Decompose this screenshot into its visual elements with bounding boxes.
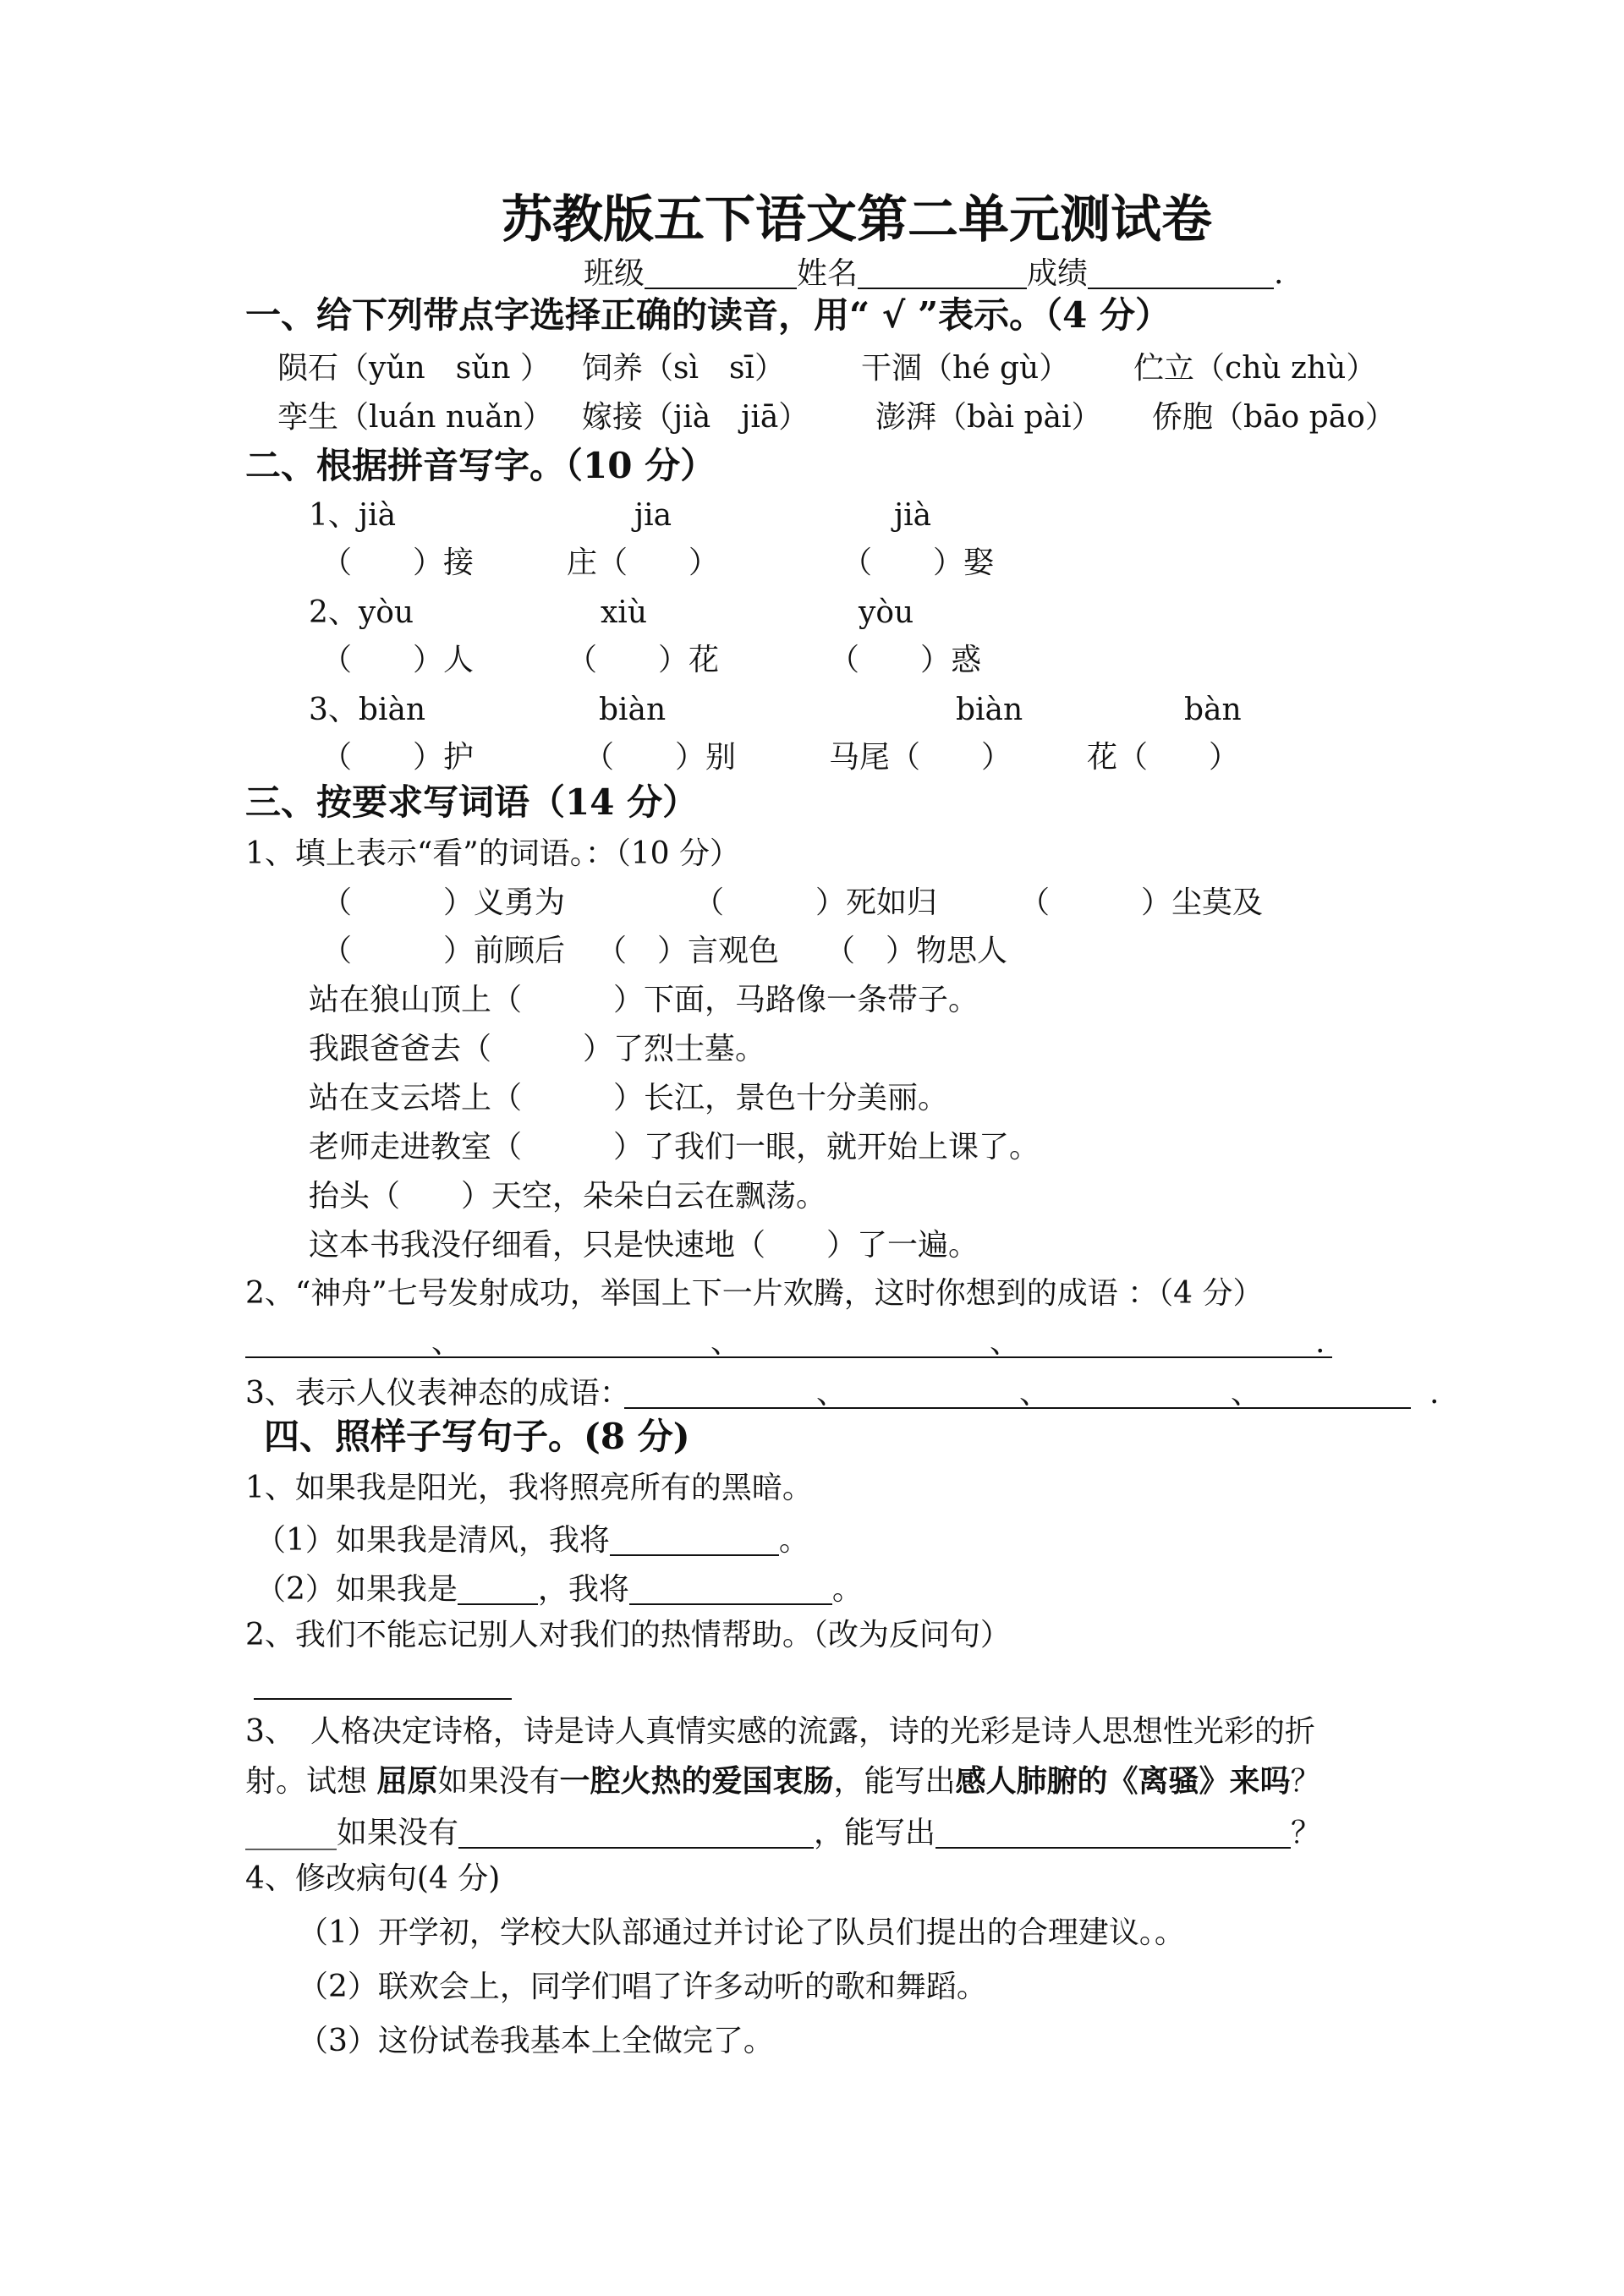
question-4-3-line1: 3、 人格决定诗格，诗是诗人真情实感的流露，诗的光彩是诗人思想性光彩的折: [245, 1714, 1315, 1749]
reading-item: 伫立（chù zhù）: [1133, 351, 1377, 386]
word-blank[interactable]: （ ）人: [321, 643, 475, 677]
separator: 、: [1231, 1376, 1262, 1411]
separator: 、: [990, 1325, 1021, 1360]
answer-blank[interactable]: [610, 1522, 779, 1556]
answer-blank[interactable]: [458, 1571, 538, 1605]
class-label: 班级: [584, 256, 645, 291]
question-4-2: 2、我们不能忘记别人对我们的热情帮助。（改为反问句）: [245, 1618, 1011, 1652]
answer-blank[interactable]: [935, 1815, 1291, 1849]
word-blank[interactable]: （ ）娶: [842, 545, 995, 580]
answer-blank[interactable]: [458, 1815, 814, 1849]
reading-item: 嫁接（jià jiā）: [582, 400, 809, 435]
score-field[interactable]: [1088, 255, 1274, 289]
word-blank[interactable]: （ ）别: [584, 740, 737, 775]
reading-item: 澎湃（bài pài）: [875, 400, 1102, 435]
separator: 、: [816, 1376, 848, 1411]
section-1-heading: 一、给下列带点字选择正确的读音，用“ √ ”表示。（4 分）: [245, 294, 1171, 336]
reading-item: 饲养（sì sī）: [582, 351, 786, 386]
pinyin: bàn: [1184, 693, 1242, 727]
faulty-sentence: （3）这份试卷我基本上全做完了。: [298, 2024, 774, 2058]
faulty-sentence: （1）开学初，学校大队部通过并讨论了队员们提出的合理建议。。: [298, 1915, 1185, 1950]
section-4-heading: 四、照样子写句子。(8 分): [264, 1416, 690, 1457]
pinyin: yòu: [859, 595, 914, 630]
separator: 、: [710, 1325, 742, 1360]
reading-item: 干涸（hé gù）: [861, 351, 1070, 386]
fill-sentence[interactable]: 我跟爸爸去（ ）了烈士墓。: [309, 1032, 766, 1066]
fill-sentence[interactable]: 站在支云塔上（ ）长江，景色十分美丽。: [309, 1081, 949, 1115]
question-3-1: 1、填上表示“看”的词语。：（10 分）: [245, 836, 740, 871]
answer-line[interactable]: [245, 1356, 1332, 1358]
question-4-4: 4、修改病句(4 分): [245, 1861, 501, 1896]
faulty-sentence: （2）联欢会上，同学们唱了许多动听的歌和舞蹈。: [298, 1970, 987, 2004]
word-blank[interactable]: （ ）惑: [829, 643, 982, 677]
reading-item: 陨石（yǔn sǔn ）: [277, 351, 551, 386]
section-2-heading: 二、根据拼音写字。（10 分）: [245, 445, 716, 486]
end-mark: .: [1315, 1325, 1325, 1360]
idiom-blank[interactable]: （ ）义勇为: [321, 885, 566, 920]
class-field[interactable]: [645, 255, 797, 289]
word-blank[interactable]: 马尾（ ）: [829, 740, 1012, 775]
question-4-3-line2: 射。试想 屈原如果没有一腔火热的爱国衷肠，能写出感人肺腑的《离骚》来吗？: [245, 1763, 1321, 1799]
pinyin: biàn: [956, 693, 1023, 727]
word-blank[interactable]: 花（ ）: [1087, 740, 1240, 775]
student-info: 班级 姓名 成绩 .: [584, 256, 1284, 291]
question-4-1: 1、如果我是阳光，我将照亮所有的黑暗。: [245, 1471, 813, 1505]
word-blank[interactable]: （ ）接: [321, 545, 475, 580]
fill-sentence[interactable]: 这本书我没仔细看，只是快速地（ ）了一遍。: [309, 1228, 979, 1263]
idiom-blank[interactable]: （ ）尘莫及: [1019, 885, 1264, 920]
rewrite-2: （2）如果我是 ，我将 。: [255, 1572, 863, 1607]
question-3-2: 2、“神舟”七号发射成功，举国上下一片欢腾，这时你想到的成语 ：（4 分）: [245, 1276, 1264, 1311]
answer-blank[interactable]: ______: [245, 1816, 337, 1850]
question-3-3: 3、表示人仪表神态的成语：: [245, 1376, 630, 1411]
answer-blank[interactable]: [629, 1571, 832, 1605]
answer-line[interactable]: [624, 1407, 1411, 1409]
question-4-3-line3: ______如果没有 ，能写出 ？: [245, 1816, 1322, 1850]
end-mark: .: [1429, 1376, 1440, 1411]
word-blank[interactable]: （ ）花: [567, 643, 720, 677]
name-label: 姓名: [797, 256, 859, 291]
idiom-blank[interactable]: （ ）物思人: [825, 934, 1008, 968]
rewrite-1: （1）如果我是清风，我将 。: [255, 1523, 809, 1558]
pinyin: 3、biàn: [309, 693, 426, 727]
fill-sentence[interactable]: 抬头（ ）天空，朵朵白云在飘荡。: [309, 1179, 827, 1214]
word-blank[interactable]: 庄（ ）: [567, 545, 720, 580]
pinyin: 1、jià: [309, 498, 397, 533]
pinyin: jia: [634, 498, 672, 533]
fill-sentence[interactable]: 站在狼山顶上（ ）下面，马路像一条带子。: [309, 983, 979, 1017]
separator: 、: [1019, 1376, 1051, 1411]
word-blank[interactable]: （ ）护: [321, 740, 475, 775]
pinyin: jià: [894, 498, 932, 533]
separator: 、: [431, 1325, 463, 1360]
name-field[interactable]: [858, 255, 1027, 289]
idiom-blank[interactable]: （ ）前顾后: [321, 934, 566, 968]
pinyin: xiù: [601, 595, 648, 630]
answer-line[interactable]: [254, 1698, 512, 1700]
pinyin: 2、yòu: [309, 595, 414, 630]
reading-item: 孪生（luán nuǎn）: [277, 400, 553, 435]
idiom-blank[interactable]: （ ）死如归: [694, 885, 938, 920]
reading-item: 侨胞（bāo pāo）: [1152, 400, 1396, 435]
pinyin: biàn: [599, 693, 667, 727]
page-title: 苏教版五下语文第二单元测试卷: [502, 190, 1212, 249]
idiom-blank[interactable]: （ ）言观色: [596, 934, 780, 968]
fill-sentence[interactable]: 老师走进教室（ ）了我们一眼，就开始上课了。: [309, 1130, 1040, 1164]
score-label: 成绩: [1027, 256, 1089, 291]
section-3-heading: 三、按要求写词语（14 分）: [245, 781, 699, 823]
